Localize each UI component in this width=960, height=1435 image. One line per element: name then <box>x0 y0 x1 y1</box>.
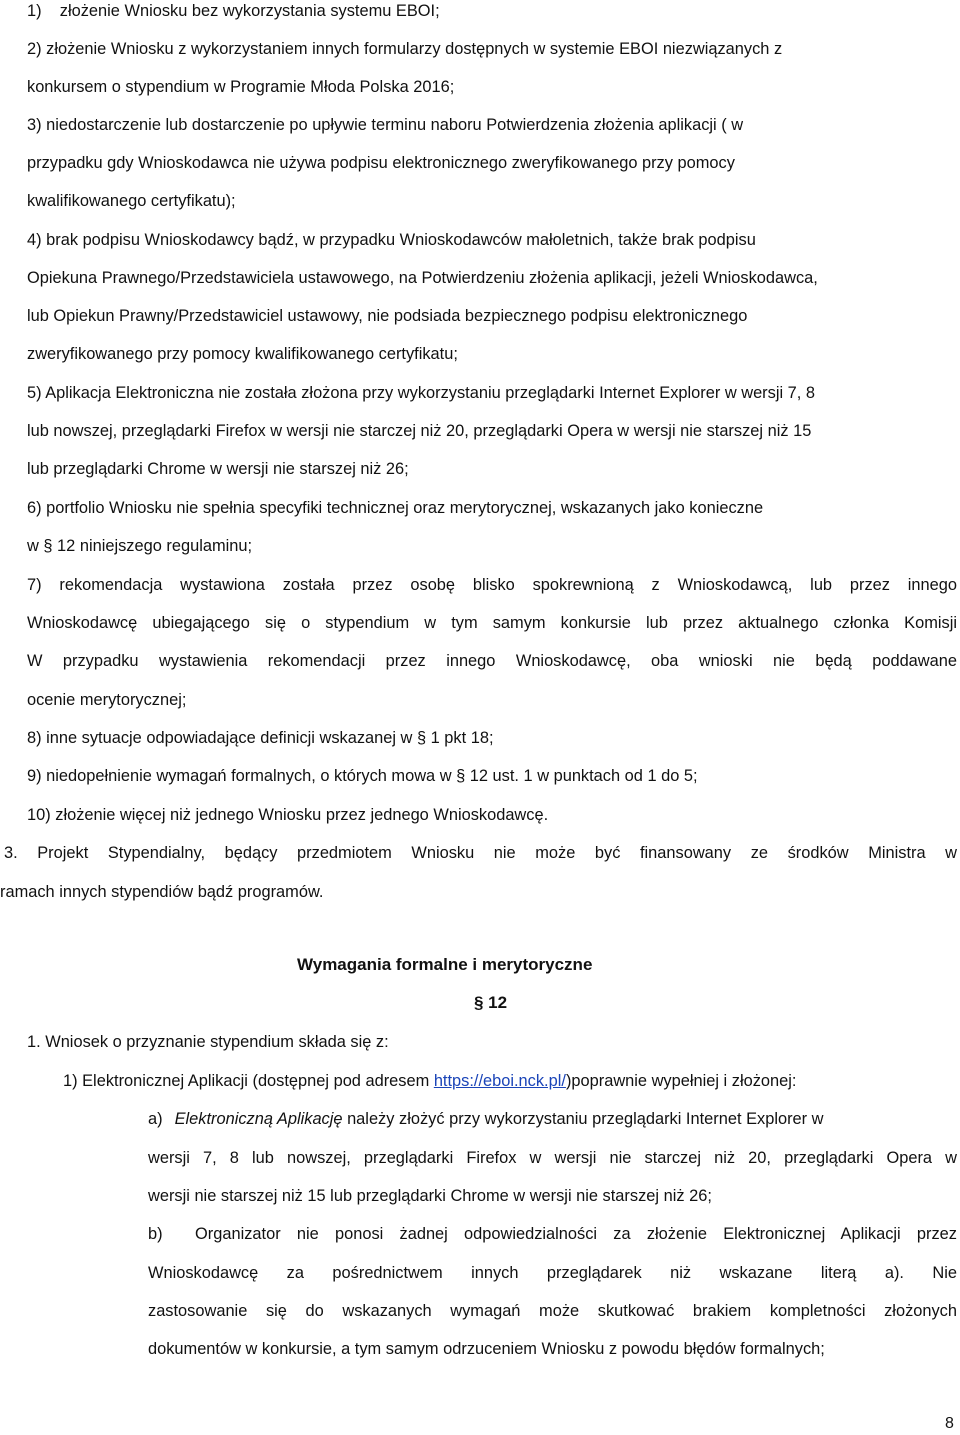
requirement-1-line-1 <box>63 1070 796 1092</box>
subitem-b-line-4: dokumentów w konkursie, a tym samym odrzuceniem Wniosku z powodu błędów formalnych; <box>148 1340 825 1358</box>
item-3-line-1: 3) niedostarczenie lub dostarczenie po upływie terminu naboru Potwierdzenia złożenia aplikacji ( w <box>27 116 744 134</box>
requirement-1-text: 1) Elektronicznej Aplikacji (dostępnej pod adresem <box>63 1072 434 1090</box>
requirements-intro: 1. Wniosek o przyznanie stypendium składa się z: <box>27 1033 389 1051</box>
subitem-b-line-1: b) Organizator nie ponosi żadnej odpowiedzialności za złożenie Elektronicznej Aplikacji przez <box>148 1225 957 1243</box>
subitem-b-line-3: zastosowanie się do wskazanych wymagań może skutkować brakiem kompletności złożonych <box>148 1302 957 1320</box>
item-6-line-1: 6) portfolio Wniosku nie spełnia specyfiki technicznej oraz merytorycznej, wskazanych jako konieczne <box>27 499 764 517</box>
subitem-b-line-2: Wnioskodawcę za pośrednictwem innych przeglądarek niż wskazane literą a). Nie <box>148 1264 957 1282</box>
item-4-line-2: Opiekuna Prawnego/Przedstawiciela ustawowego, na Potwierdzeniu złożenia aplikacji, jeżeli Wnioskodawca, <box>27 269 818 287</box>
point-3-line-1: 3. Projekt Stypendialny, będący przedmiotem Wniosku nie może być finansowany ze środków Ministra w <box>4 844 957 862</box>
item-7-line-1: 7) rekomendacja wystawiona została przez osobę blisko spokrewnioną z Wnioskodawcą, lub przez innego <box>27 576 957 594</box>
item-8: 8) inne sytuacje odpowiadające definicji wskazanej w § 1 pkt 18; <box>27 729 494 747</box>
item-10: 10) złożenie więcej niż jednego Wniosku przez jednego Wnioskodawcę. <box>27 806 549 824</box>
item-5-line-1: 5) Aplikacja Elektroniczna nie została złożona przy wykorzystaniu przeglądarki Internet Explorer w wersji 7, 8 <box>27 384 816 402</box>
item-3-line-3: kwalifikowanego certyfikatu); <box>27 192 236 210</box>
item-9: 9) niedopełnienie wymagań formalnych, o których mowa w § 12 ust. 1 w punktach od 1 do 5; <box>27 767 698 785</box>
subitem-a-line-1 <box>148 1108 957 1130</box>
eboi-link[interactable]: https://eboi.nck.pl/ <box>433 1072 566 1090</box>
item-4-line-1: 4) brak podpisu Wnioskodawcy bądź, w przypadku Wnioskodawców małoletnich, także brak podpisu <box>27 231 756 249</box>
item-4-line-3: lub Opiekun Prawny/Przedstawiciel ustawowy, nie podsiada bezpiecznego podpisu elektronicznego <box>27 307 748 325</box>
subitem-a-emphasis: Elektroniczną Aplikację <box>174 1110 343 1128</box>
subitem-a-label: a) <box>148 1110 163 1128</box>
point-3-line-2: ramach innych stypendiów bądź programów. <box>0 883 324 901</box>
item-3-line-2: przypadku gdy Wnioskodawca nie używa podpisu elektronicznego zweryfikowanego przy pomocy <box>27 154 735 172</box>
requirement-1-text-end: )poprawnie wypełniej i złożonej: <box>565 1072 797 1090</box>
item-2-line-1: 2) złożenie Wniosku z wykorzystaniem innych formularzy dostępnych w systemie EBOI niezwiązanych z <box>27 40 783 58</box>
subitem-a-line-3: wersji nie starszej niż 15 lub przeglądarki Chrome w wersji nie starszej niż 26; <box>148 1187 712 1205</box>
paragraph-sign: § 12 <box>474 993 508 1012</box>
item-4-line-4: zweryfikowanego przy pomocy kwalifikowanego certyfikatu; <box>27 345 458 363</box>
item-6-line-2: w § 12 niniejszego regulaminu; <box>27 537 253 555</box>
subitem-a-line-2: wersji 7, 8 lub nowszej, przeglądarki Firefox w wersji nie starczej niż 20, przeglądarki Opera w <box>148 1149 957 1167</box>
item-7-line-2: Wnioskodawcę ubiegającego się o stypendium w tym samym konkursie lub przez aktualnego członka Komisji <box>27 614 957 632</box>
subitem-a-text: należy złożyć przy wykorzystaniu przeglądarki Internet Explorer w <box>342 1110 824 1128</box>
page-number: 8 <box>945 1415 954 1432</box>
item-7-line-4: ocenie merytorycznej; <box>27 691 187 709</box>
item-7-line-3: W przypadku wystawienia rekomendacji przez innego Wnioskodawcę, oba wnioski nie będą poddawane <box>27 652 957 670</box>
item-2-line-2: konkursem o stypendium w Programie Młoda Polska 2016; <box>27 78 455 96</box>
item-5-line-3: lub przeglądarki Chrome w wersji nie starszej niż 26; <box>27 460 409 478</box>
section-title: Wymagania formalne i merytoryczne <box>297 955 593 974</box>
item-5-line-2: lub nowszej, przeglądarki Firefox w wersji nie starczej niż 20, przeglądarki Opera w wersji nie starszej niż 15 <box>27 422 812 440</box>
item-1: 1) złożenie Wniosku bez wykorzystania systemu EBOI; <box>27 2 440 20</box>
